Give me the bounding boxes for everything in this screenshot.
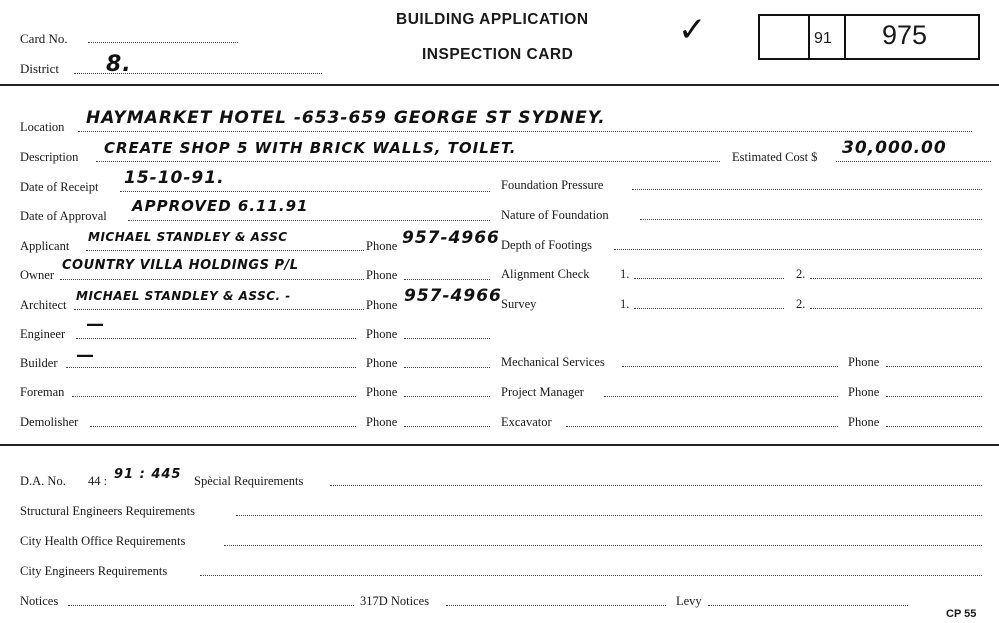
survey-field-1[interactable] (634, 308, 784, 309)
foreman-phone-field[interactable] (404, 396, 490, 397)
excavator-phone-field[interactable] (886, 426, 982, 427)
foundation-pressure-field[interactable] (632, 189, 982, 190)
card-number-box (758, 14, 980, 60)
applicant-label: Applicant (20, 239, 70, 253)
engineer-field[interactable] (76, 338, 356, 339)
description-value: CREATE SHOP 5 WITH BRICK WALLS, TOILET. (104, 139, 517, 157)
applicant-phone-value: 957-4966 (402, 228, 500, 248)
year-box: 91 (814, 30, 832, 47)
demolisher-phone-field[interactable] (404, 426, 490, 427)
excavator-field[interactable] (566, 426, 838, 427)
engineer-phone-label: Phone (366, 327, 398, 341)
builder-phone-field[interactable] (404, 367, 490, 368)
mechanical-services-phone-label: Phone (848, 355, 880, 369)
engineer-value: — (86, 314, 105, 335)
project-manager-phone-field[interactable] (886, 396, 982, 397)
estimated-cost-value: 30,000.00 (842, 138, 947, 158)
architect-phone-label: Phone (366, 298, 398, 312)
notices-label: Notices (20, 594, 59, 608)
city-engineers-label: City Engineers Requirements (20, 564, 168, 578)
alignment-check-field-2[interactable] (810, 278, 982, 279)
nature-of-foundation-field[interactable] (640, 219, 982, 220)
card-no-label: Card No. (20, 31, 68, 46)
survey-field-2[interactable] (810, 308, 982, 309)
title-line-2: INSPECTION CARD (422, 46, 574, 63)
da-no-prefix: 44 : (88, 474, 108, 488)
header-divider (0, 84, 999, 86)
builder-field[interactable] (66, 367, 356, 368)
location-label: Location (20, 120, 65, 134)
project-manager-phone-label: Phone (848, 385, 880, 399)
district-label: District (20, 61, 59, 76)
architect-value: MICHAEL STANDLEY & ASSC. - (76, 289, 291, 303)
foreman-phone-label: Phone (366, 385, 398, 399)
alignment-check-field-1[interactable] (634, 278, 784, 279)
owner-value: COUNTRY VILLA HOLDINGS P/L (62, 258, 299, 273)
excavator-phone-label: Phone (848, 415, 880, 429)
survey-label: Survey (501, 297, 537, 311)
city-health-office-field[interactable] (224, 545, 982, 546)
foreman-field[interactable] (72, 396, 356, 397)
mechanical-services-phone-field[interactable] (886, 366, 982, 367)
estimated-cost-field[interactable] (836, 161, 991, 162)
estimated-cost-label: Estimated Cost $ (732, 150, 818, 164)
alignment-check-num-1: 1. (620, 267, 630, 281)
notices-317d-label: 317D Notices (360, 594, 430, 608)
special-requirements-label: Spècial Requirements (194, 474, 304, 488)
levy-label: Levy (676, 594, 702, 608)
description-field[interactable] (96, 161, 720, 162)
district-value: 8. (106, 52, 132, 77)
owner-phone-field[interactable] (404, 279, 490, 280)
city-health-office-label: City Health Office Requirements (20, 534, 186, 548)
title-line-1: BUILDING APPLICATION (396, 11, 589, 28)
date-of-approval-value: APPROVED 6.11.91 (132, 197, 309, 215)
special-requirements-field[interactable] (330, 485, 982, 486)
applicant-phone-label: Phone (366, 239, 398, 253)
foreman-label: Foreman (20, 385, 65, 399)
owner-label: Owner (20, 268, 55, 282)
builder-value: — (76, 345, 95, 366)
demolisher-phone-label: Phone (366, 415, 398, 429)
demolisher-field[interactable] (90, 426, 356, 427)
project-manager-field[interactable] (604, 396, 838, 397)
engineer-phone-field[interactable] (404, 338, 490, 339)
architect-phone-value: 957-4966 (404, 286, 502, 306)
architect-label: Architect (20, 298, 67, 312)
notices-field[interactable] (68, 605, 354, 606)
date-of-receipt-value: 15-10-91. (124, 168, 225, 188)
number-box: 975 (882, 20, 928, 50)
owner-phone-label: Phone (366, 268, 398, 282)
date-of-approval-label: Date of Approval (20, 209, 107, 223)
survey-num-1: 1. (620, 297, 630, 311)
engineer-label: Engineer (20, 327, 66, 341)
location-field[interactable] (78, 131, 972, 132)
depth-of-footings-label: Depth of Footings (501, 238, 592, 252)
section-divider (0, 444, 999, 446)
mechanical-services-label: Mechanical Services (501, 355, 605, 369)
builder-label: Builder (20, 356, 58, 370)
depth-of-footings-field[interactable] (614, 249, 982, 250)
applicant-value: MICHAEL STANDLEY & ASSC (88, 230, 288, 244)
alignment-check-label: Alignment Check (501, 267, 590, 281)
da-no-value: 91 : 445 (114, 467, 182, 482)
foundation-pressure-label: Foundation Pressure (501, 178, 604, 192)
applicant-field[interactable] (86, 250, 364, 251)
owner-field[interactable] (60, 279, 364, 280)
check-mark-icon: ✓ (678, 10, 708, 50)
excavator-label: Excavator (501, 415, 552, 429)
structural-engineers-field[interactable] (236, 515, 982, 516)
date-of-receipt-label: Date of Receipt (20, 180, 99, 194)
mechanical-services-field[interactable] (622, 366, 838, 367)
nature-of-foundation-label: Nature of Foundation (501, 208, 609, 222)
location-value: HAYMARKET HOTEL -653-659 GEORGE ST SYDNEY. (86, 108, 606, 128)
date-of-receipt-field[interactable] (120, 191, 490, 192)
da-no-label: D.A. No. (20, 474, 66, 488)
description-label: Description (20, 150, 79, 164)
architect-field[interactable] (74, 309, 364, 310)
alignment-check-num-2: 2. (796, 267, 806, 281)
structural-engineers-label: Structural Engineers Requirements (20, 504, 195, 518)
survey-num-2: 2. (796, 297, 806, 311)
city-engineers-field[interactable] (200, 575, 982, 576)
card-no-field[interactable] (88, 42, 238, 43)
form-code: CP 55 (946, 608, 977, 620)
builder-phone-label: Phone (366, 356, 398, 370)
levy-field[interactable] (708, 605, 908, 606)
project-manager-label: Project Manager (501, 385, 584, 399)
notices-317d-field[interactable] (446, 605, 666, 606)
date-of-approval-field[interactable] (128, 220, 490, 221)
demolisher-label: Demolisher (20, 415, 79, 429)
